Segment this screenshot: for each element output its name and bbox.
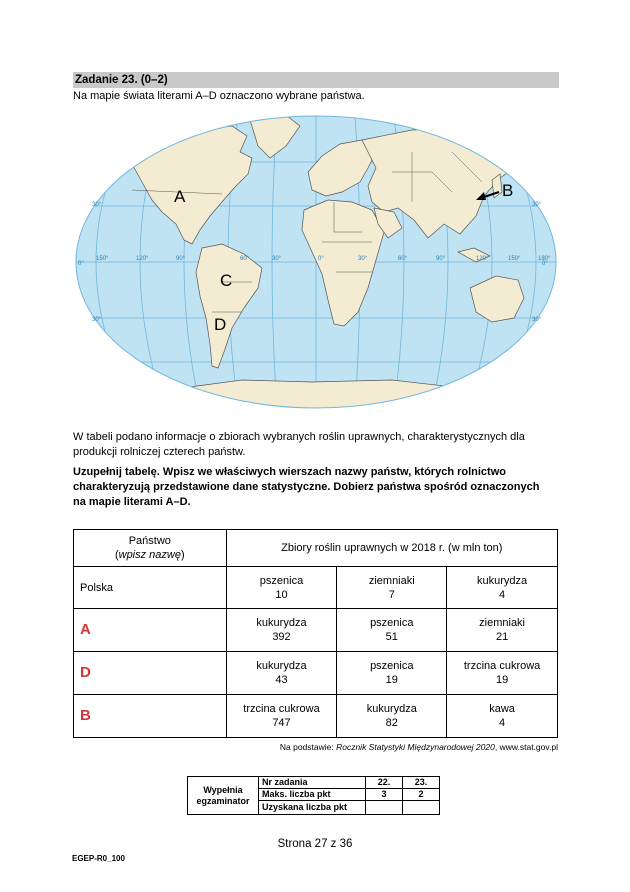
crop-cell <box>226 609 337 652</box>
examiner-table <box>187 776 440 815</box>
lat-label-30s-right: 30° <box>532 317 542 323</box>
lon-label-0: 0° <box>318 256 324 262</box>
crop-value: 10 <box>275 588 288 601</box>
crop-cell <box>337 695 447 738</box>
crop-name: kukurydza <box>366 703 417 715</box>
task-intro: Na mapie świata literami A–D oznaczono wybrane państwa. <box>73 90 365 102</box>
crop-cell <box>447 695 558 738</box>
lat-label-0-right: 0° <box>542 261 548 267</box>
world-map <box>72 112 560 412</box>
crop-value: 19 <box>385 674 398 686</box>
lon-label-150w: 150° <box>96 256 109 262</box>
max-points: 3 <box>366 789 403 801</box>
page-number: Strona 27 z 36 <box>277 838 353 850</box>
source-note <box>73 742 558 752</box>
crop-name: kukurydza <box>256 617 307 629</box>
crop-name: kukurydza <box>256 660 307 672</box>
crop-cell <box>447 567 558 609</box>
country-answer: B <box>80 706 91 724</box>
crop-value: 51 <box>385 631 398 643</box>
info-paragraph: W tabeli podano informacje o zbiorach wybranych roślin uprawnych, charakterystycznych dla produkcji rolniczej czterech państw. <box>73 431 525 458</box>
source-suffix: , www.stat.gov.pl <box>494 742 558 752</box>
header-country-hint: wpisz nazwę <box>118 549 181 561</box>
country-answer: A <box>80 620 91 638</box>
table-row <box>74 609 558 652</box>
crop-value: 19 <box>495 674 509 686</box>
map-label-c: C <box>220 271 233 290</box>
country-answer-cell[interactable] <box>74 609 227 652</box>
country-cell: Polska <box>74 567 227 609</box>
task-header: Zadanie 23. (0–2) <box>73 72 559 88</box>
crop-name: ziemniaki <box>368 574 415 587</box>
crop-value: 392 <box>272 631 291 643</box>
crop-cell <box>337 652 447 695</box>
lon-label-30w: 30° <box>272 256 282 262</box>
nr-label: Nr zadania <box>259 777 366 789</box>
examiner-label <box>188 777 259 815</box>
examiner-label-line2: egzaminator <box>196 795 250 806</box>
new-zealand <box>532 322 542 342</box>
map-label-a: A <box>174 187 186 206</box>
crop-name: trzcina cukrowa <box>243 703 320 715</box>
map-label-d: D <box>214 315 227 334</box>
crop-value: 82 <box>385 717 398 729</box>
crop-name: ziemniaki <box>479 617 526 629</box>
crop-value: 4 <box>499 717 506 729</box>
country-answer: D <box>80 663 91 681</box>
lon-label-150e: 150° <box>508 256 521 262</box>
map-label-b: B <box>502 181 514 200</box>
crop-cell <box>226 652 337 695</box>
got-points-cell[interactable] <box>403 801 440 815</box>
header-country-hint-line: (wpisz nazwę) <box>114 549 185 561</box>
instruction: Uzupełnij tabelę. Wpisz we właściwych wierszach nazwy państw, których rolnictwo charakteryzują przedstawione dane statystyczne. Dobierz państwa spośród oznaczonych na mapie literami A–D. <box>73 466 540 508</box>
got-label: Uzyskana liczba pkt <box>259 801 366 815</box>
crop-cell <box>447 609 558 652</box>
crop-name: kukurydza <box>477 574 528 587</box>
crop-name: pszenica <box>370 617 414 629</box>
crop-cell <box>447 652 558 695</box>
lon-label-60e: 60° <box>398 256 408 262</box>
task-number: 22. <box>366 777 403 789</box>
crop-cell <box>337 609 447 652</box>
crop-value: 21 <box>495 631 509 643</box>
max-points: 2 <box>403 789 440 801</box>
lat-label-30n-right: 30° <box>532 202 542 208</box>
lat-label-30s: 30° <box>92 317 102 323</box>
lat-label-30n: 30° <box>92 202 102 208</box>
country-answer-cell[interactable] <box>74 652 227 695</box>
lon-label-60w: 60° <box>240 256 250 262</box>
crop-value: 747 <box>272 717 291 729</box>
crop-name: trzcina cukrowa <box>463 660 541 672</box>
crop-value: 7 <box>388 588 395 601</box>
lon-label-90w: 90° <box>176 256 186 262</box>
lon-label-30e: 30° <box>358 256 368 262</box>
table-header-row <box>74 530 558 567</box>
max-label: Maks. liczba pkt <box>259 789 366 801</box>
header-country-label: Państwo <box>128 535 171 547</box>
crop-table <box>73 529 558 738</box>
lon-label-120w: 120° <box>136 256 149 262</box>
crop-name: kawa <box>489 703 515 715</box>
crop-name: pszenica <box>259 574 304 587</box>
lon-label-90e: 90° <box>436 256 446 262</box>
table-row <box>74 695 558 738</box>
exam-code: EGEP-R0_100 <box>72 854 125 863</box>
crop-cell <box>226 695 337 738</box>
lon-label-180: 180° <box>538 256 551 262</box>
task-number: 23. <box>403 777 440 789</box>
header-data: Zbiory roślin uprawnych w 2018 r. (w mln ton) <box>226 530 557 567</box>
source-prefix: Na podstawie: <box>279 742 337 752</box>
table-row <box>74 652 558 695</box>
table-row <box>74 567 558 609</box>
header-country <box>74 530 227 567</box>
crop-value: 43 <box>275 674 288 686</box>
crop-name: pszenica <box>370 660 414 672</box>
crop-cell <box>337 567 447 609</box>
crop-value: 4 <box>499 588 506 601</box>
got-points-cell[interactable] <box>366 801 403 815</box>
examiner-label-line1: Wypełnia <box>203 784 243 795</box>
country-answer-cell[interactable] <box>74 695 227 738</box>
lat-label-0: 0° <box>78 261 84 267</box>
source-title: Rocznik Statystyki Międzynarodowej 2020 <box>336 742 495 752</box>
lon-label-120e: 120° <box>476 256 489 262</box>
crop-cell <box>226 567 337 609</box>
